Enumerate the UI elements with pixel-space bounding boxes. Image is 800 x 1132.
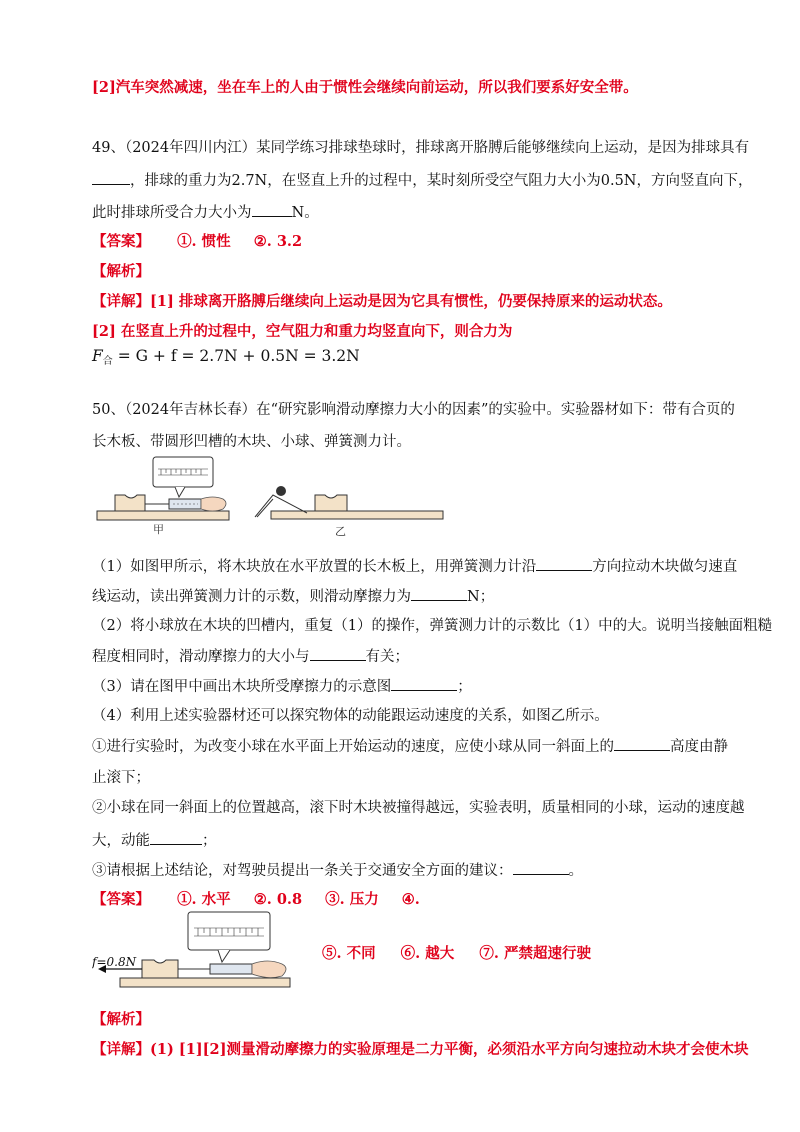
q49-detail-1: 【详解】[1] 排球离开胳膊后继续向上运动是因为它具有惯性，仍要保持原来的运动状态。: [92, 293, 672, 310]
q50-answer-3: ③. 压力: [325, 891, 379, 908]
friction-label: f=0.8N: [92, 955, 137, 969]
q49-answer-2: ②. 3.2: [253, 233, 303, 250]
q50-part2-text-c: 有关；: [365, 649, 409, 665]
q49-stem-text-3: 此时排球所受合力大小为: [92, 205, 252, 221]
formula-f: F: [92, 347, 103, 365]
q50-part2-text-b: 程度相同时，滑动摩擦力的大小与: [92, 649, 310, 665]
hand: [201, 497, 226, 511]
formula-sub: 合: [102, 356, 113, 367]
q50-part1-text-a: （1）如图甲所示，将木块放在水平放置的长木板上，用弹簧测力计沿: [92, 559, 537, 575]
hand: [252, 961, 286, 978]
q49-answer-line: [92, 232, 302, 252]
q49-stem-line-2: [92, 170, 753, 191]
q49-formula: [92, 346, 360, 372]
q50-part3-end: ；: [457, 679, 472, 695]
answer-blank: [411, 586, 467, 601]
q50-stem-line-1: 50、（2024年吉林长春）在“研究影响滑动摩擦力大小的因素”的实验中。实验器材如下：带有合页的: [92, 402, 735, 418]
q50-part4-2-text-b: 大，动能: [92, 833, 150, 849]
q50-answer-4: ④.: [401, 891, 420, 908]
scale-zoom-callout: [153, 457, 213, 487]
wood-block: [115, 495, 145, 511]
wood-block: [142, 960, 178, 978]
q49-analysis-tag: 【解析】: [92, 263, 150, 280]
q50-part4-3-line: [92, 860, 583, 881]
q50-answer-line: [92, 890, 420, 910]
q49-unit: N。: [291, 205, 319, 221]
spring-scale: [210, 964, 252, 974]
q50-part4-2-line-1: ②小球在同一斜面上的位置越高，滚下时木块被撞得越远，实验表明，质量相同的小球，运动的速度越: [92, 800, 745, 816]
answer-blank: [310, 646, 366, 661]
q49-stem-line-1: 49、（2024年四川内江）某同学练习排球垫球时，排球离开胳膊后能够继续向上运动，是因为排球具有: [92, 140, 750, 156]
q50-part4-1-text-b: 高度由静: [670, 739, 728, 755]
q50-part1-line-1: [92, 556, 737, 577]
q50-part1-line-2: [92, 586, 494, 607]
q50-part4-3-text-a: ③请根据上述结论，对驾驶员提出一条关于交通安全方面的建议：: [92, 863, 513, 879]
fig-label-yi: 乙: [335, 525, 346, 538]
q50-part4-1-line-1: [92, 736, 728, 757]
q50-part4-2-line-2: [92, 830, 217, 851]
answer-blank: [513, 860, 569, 875]
q50-detail-1: 【详解】(1) [1][2]测量滑动摩擦力的实验原理是二力平衡，必须沿水平方向匀速拉动木块才会使木块: [92, 1041, 749, 1058]
q50-answer-1: ①. 水平: [177, 891, 231, 908]
long-board: [120, 978, 290, 987]
q50-answer-7: ⑦. 严禁超速行驶: [479, 945, 591, 962]
q50-answer-6: ⑥. 越大: [400, 945, 455, 962]
long-board-2: [271, 511, 443, 519]
q49-answer-1: ①. 惯性: [177, 233, 231, 250]
prev-answer-line: [2]汽车突然减速，坐在车上的人由于惯性会继续向前运动，所以我们要系好安全带。: [92, 79, 638, 96]
q50-stem-line-2: 长木板、带圆形凹槽的木块、小球、弹簧测力计。: [92, 434, 411, 450]
q50-part2-line-1: （2）将小球放在木块的凹槽内，重复（1）的操作，弹簧测力计的示数比（1）中的大。说明当接触面粗糙: [92, 618, 773, 634]
q50-part4-3-text-b: 。: [568, 863, 583, 879]
q50-part3-text: （3）请在图甲中画出木块所受摩擦力的示意图: [92, 679, 392, 695]
q50-part4-1-line-2: 止滚下；: [92, 770, 150, 786]
answer-blank: [150, 830, 202, 845]
answer-blank: [252, 202, 292, 217]
formula-rest: = G + f = 2.7N + 0.5N = 3.2N: [112, 347, 360, 365]
q50-answer-rest: [322, 942, 591, 963]
long-board: [97, 511, 229, 520]
ball: [276, 486, 286, 496]
q50-part1-unit: N；: [467, 589, 495, 605]
answer-figure: [92, 908, 292, 994]
q50-part4-2-text-c: ；: [202, 833, 217, 849]
q50-part1-text-c: 线运动，读出弹簧测力计的示数，则滑动摩擦力为: [92, 589, 411, 605]
q50-answer-2: ②. 0.8: [253, 891, 303, 908]
answer-blank: [391, 676, 457, 691]
q49-detail-2: [2] 在竖直上升的过程中，空气阻力和重力均竖直向下，则合力为: [92, 323, 513, 340]
experiment-figure: [95, 455, 445, 545]
answer-blank: [614, 736, 670, 751]
q50-answer-5: ⑤. 不同: [322, 945, 376, 962]
q50-analysis-tag: 【解析】: [92, 1011, 150, 1028]
answer-tag: 【答案】: [92, 891, 150, 908]
answer-blank: [536, 556, 592, 571]
answer-blank: [92, 170, 130, 185]
q49-stem-text-2: ，排球的重力为2.7N，在竖直上升的过程中，某时刻所受空气阻力大小为0.5N，方向竖直向下，: [130, 173, 753, 189]
q50-part3-line: [92, 676, 472, 697]
q50-part1-text-b: 方向拉动木块做匀速直: [592, 559, 738, 575]
q50-part4-line: （4）利用上述实验器材还可以探究物体的动能跟运动速度的关系，如图乙所示。: [92, 708, 609, 724]
q50-part4-1-text-a: ①进行实验时，为改变小球在水平面上开始运动的速度，应使小球从同一斜面上的: [92, 739, 614, 755]
q49-stem-line-3: [92, 202, 319, 223]
answer-tag: 【答案】: [92, 233, 150, 250]
q50-part2-line-2: [92, 646, 409, 667]
wood-block-2: [315, 495, 347, 511]
fig-label-jia: 甲: [153, 523, 164, 536]
